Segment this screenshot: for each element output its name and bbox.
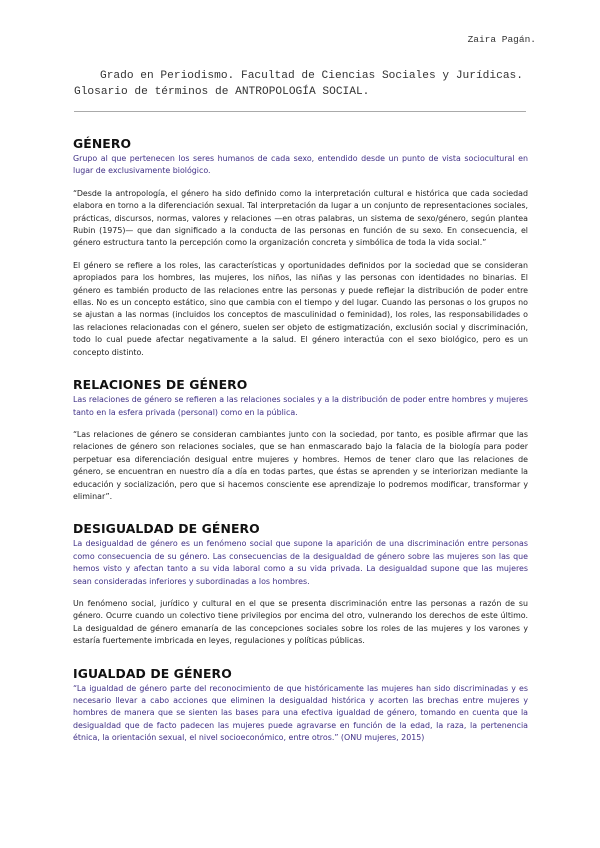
header-divider <box>74 111 526 112</box>
term-definition: “La igualdad de género parte del reconocimiento de que históricamente las mujeres han sido discriminadas y es necesario llevar a cabo acciones que eliminen la desigualdad histórica y acorten las brechas entre mujeres y hombres de manera que se sienten las bases para una efectiva igualdad de género, tomando en cuenta que la desigualdad que de facto padecen las mujeres puede agravarse en función de la edad, la raza, la pertenencia étnica, la orientación sexual, el nivel socioeconómico, entre otros.” (ONU mujeres, 2015) <box>73 683 528 743</box>
term-paragraph: “Desde la antropología, el género ha sido definido como la interpretación cultural e histórica que cada sociedad elabora en torno a la diferenciación sexual. Tal interpretación da lugar a un conjunto de representaciones sociales, prácticas, discursos, normas, valores y relaciones —en otras palabras, un sistema de sexo/género, según plantea Rubin (1975)— que dan significado a la conducta de las personas en función de su sexo. En consecuencia, el género estructura tanto la percepción como la organización concreta y simbólica de toda la vida social.” <box>73 188 528 248</box>
term-relaciones-de-genero <box>73 377 528 503</box>
term-paragraph: Un fenómeno social, jurídico y cultural en el que se presenta discriminación entre las personas a razón de su género. Ocurre cuando un colectivo tiene privilegios por encima del otro, vulnerando los derechos de este último. La desigualdad de género emanaría de las concepciones sociales sobre los roles de las mujeres y los varones y estaría fuertemente imbricada en leyes, regulaciones y políticas públicas. <box>73 598 528 646</box>
term-definition: La desigualdad de género es un fenómeno social que supone la aparición de una discriminación entre personas como consecuencia de su género. Las consecuencias de la desigualdad de género sobre las mujeres son las que hemos visto y afectan tanto a su vida laboral como a su vida privada. La desigualdad supone que las mujeres sean consideradas inferiores y subordinadas a los hombres. <box>73 539 528 586</box>
term-genero <box>73 136 528 359</box>
term-definition: Grupo al que pertenecen los seres humanos de cada sexo, entendido desde un punto de vista sociocultural en lugar de exclusivamente biológico. <box>73 154 528 176</box>
term-igualdad-de-genero <box>73 666 528 745</box>
faculty-line: Grado en Periodismo. Facultad de Ciencias Sociales y Jurídicas. <box>100 70 523 82</box>
author-name: Zaira Pagán. <box>467 34 536 45</box>
term-title: IGUALDAD DE GÉNERO <box>73 665 232 681</box>
term-definition: Las relaciones de género se refieren a las relaciones sociales y a la distribución de poder entre hombres y mujeres tanto en la esfera privada (personal) como en la pública. <box>73 395 528 417</box>
document-header <box>74 68 534 100</box>
term-paragraph: “Las relaciones de género se consideran cambiantes junto con la sociedad, por tanto, es posible afirmar que las relaciones de género son relaciones sociales, que se han enmascarado bajo la falacia de la biología para poder perpetuar esa diferenciación desigual entre mujeres y hombres. Hemos de tener claro que las relaciones de género, se encuentran en nuestro día a día en todas partes, que éstas se aprenden y se interiorizan mediante la educación y socialización, pero que si hacemos consciente ese aprendizaje lo podremos modificar, transformar y eliminar”. <box>73 429 528 501</box>
term-desigualdad-de-genero <box>73 521 528 647</box>
term-title: GÉNERO <box>73 136 132 151</box>
term-title: RELACIONES DE GÉNERO <box>73 377 248 393</box>
term-title: DESIGUALDAD DE GÉNERO <box>73 521 260 537</box>
glossary-title: Glosario de términos de ANTROPOLOGÍA SOCIAL. <box>74 86 370 98</box>
term-paragraph: El género se refiere a los roles, las características y oportunidades definidos por la sociedad que se consideran apropiados para los hombres, las mujeres, los niños, las niñas y las personas con identidades no binarias. El género es también producto de las relaciones entre las personas y puede reflejar la distribución de poder entre ellas. No es un concepto estático, sino que cambia con el tiempo y del lugar. Cuando las personas o los grupos no se ajustan a las normas (incluidos los conceptos de masculinidad o feminidad), los roles, las responsabilidades o las relaciones relacionadas con el género, suelen ser objeto de estigmatización, exclusión social y discriminación, todo lo cual puede afectar negativamente a la salud. El género interactúa con el sexo biológico, pero es un concepto distinto. <box>73 260 528 357</box>
glossary-content <box>73 136 528 763</box>
